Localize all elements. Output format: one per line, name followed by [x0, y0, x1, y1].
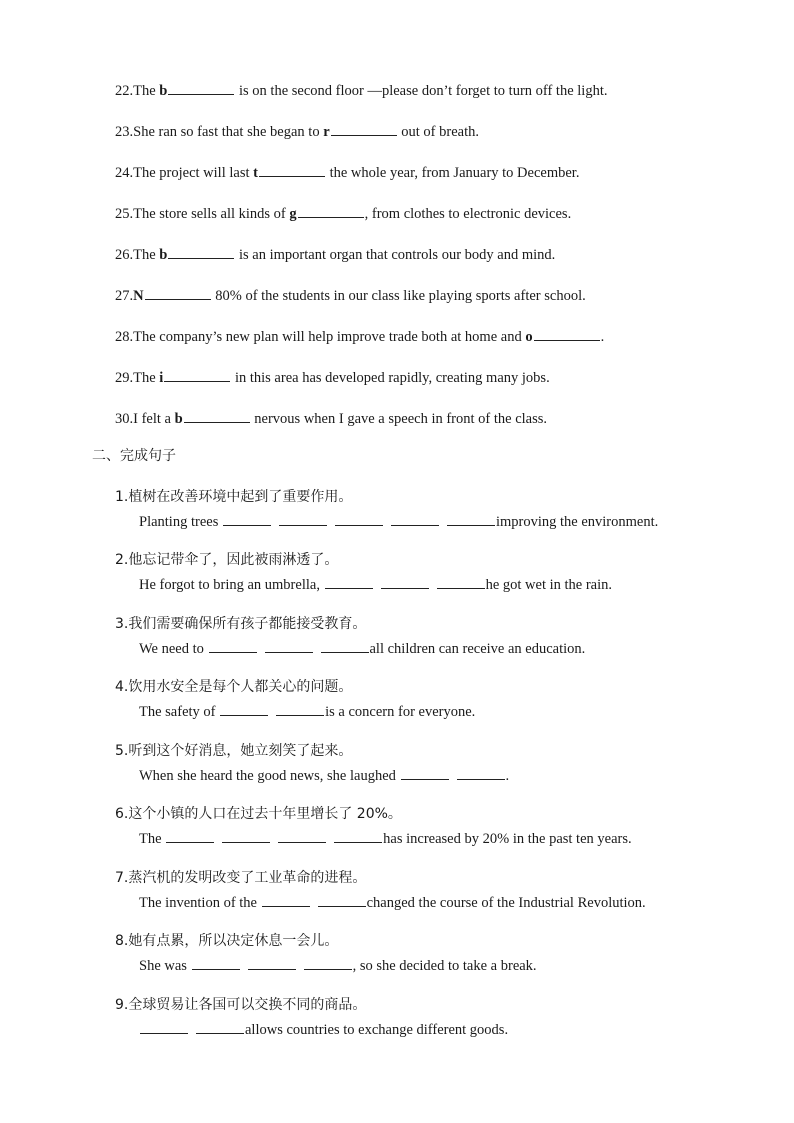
chinese-prompt: 7.蒸汽机的发明改变了工业革命的进程。: [115, 870, 367, 886]
chinese-prompt: 9.全球贸易让各国可以交换不同的商品。: [115, 997, 367, 1013]
answer-blank[interactable]: [457, 767, 505, 780]
item-number: 22.: [115, 83, 134, 99]
english-sentence: [139, 767, 509, 785]
spelling-item: [115, 246, 555, 264]
answer-blank[interactable]: [276, 703, 324, 716]
spelling-item: [115, 328, 604, 346]
item-number: 27.: [115, 288, 134, 304]
answer-blank[interactable]: [381, 576, 429, 589]
initial-letter: t: [253, 165, 258, 181]
answer-blank[interactable]: [184, 410, 250, 423]
sentence-text-before: She was: [139, 958, 191, 974]
item-number: 26.: [115, 247, 134, 263]
item-number: 29.: [115, 370, 134, 386]
answer-blank[interactable]: [209, 640, 257, 653]
answer-blank[interactable]: [248, 957, 296, 970]
item-text-after: in this area has developed rapidly, creating many jobs.: [231, 370, 550, 386]
chinese-prompt: 1.植树在改善环境中起到了重要作用。: [115, 489, 353, 505]
spelling-item: [115, 369, 550, 387]
item-text-after: the whole year, from January to December.: [325, 165, 580, 181]
item-text-after: , from clothes to electronic devices.: [364, 206, 572, 222]
answer-blank[interactable]: [262, 894, 310, 907]
spelling-item: [115, 205, 571, 223]
initial-letter: o: [525, 329, 533, 345]
answer-blank[interactable]: [265, 640, 313, 653]
answer-blank[interactable]: [401, 767, 449, 780]
item-text-before: The: [133, 370, 160, 386]
sentence-text-after: he got wet in the rain.: [485, 577, 613, 593]
sentence-text-before: The: [139, 831, 166, 847]
spelling-item: [115, 287, 586, 305]
spelling-item: [115, 410, 547, 428]
initial-letter: N: [133, 288, 144, 304]
answer-blank[interactable]: [298, 205, 364, 218]
initial-letter: b: [159, 83, 168, 99]
answer-blank[interactable]: [140, 1021, 188, 1034]
item-number: 23.: [115, 124, 134, 140]
chinese-prompt: 6.这个小镇的人口在过去十年里增长了 20%。: [115, 806, 402, 822]
answer-blank[interactable]: [220, 703, 268, 716]
answer-blank[interactable]: [192, 957, 240, 970]
answer-blank[interactable]: [437, 576, 485, 589]
spelling-item: [115, 82, 607, 100]
answer-blank[interactable]: [168, 246, 234, 259]
answer-blank[interactable]: [321, 640, 369, 653]
sentence-text-before: The safety of: [139, 704, 220, 720]
answer-blank[interactable]: [278, 830, 326, 843]
answer-blank[interactable]: [534, 328, 600, 341]
item-text-before: The project will last: [133, 165, 254, 181]
item-number: 25.: [115, 206, 134, 222]
answer-blank[interactable]: [223, 513, 271, 526]
answer-blank[interactable]: [335, 513, 383, 526]
answer-blank[interactable]: [166, 830, 214, 843]
chinese-prompt: 3.我们需要确保所有孩子都能接受教育。: [115, 616, 367, 632]
item-number: 28.: [115, 329, 134, 345]
initial-letter: b: [159, 247, 168, 263]
english-sentence: [139, 894, 646, 912]
english-sentence: [139, 513, 658, 531]
section-heading: 二、完成句子: [92, 448, 176, 464]
answer-blank[interactable]: [222, 830, 270, 843]
sentence-text-before: We need to: [139, 641, 208, 657]
sentence-text-after: has increased by 20% in the past ten years.: [383, 831, 632, 847]
answer-blank[interactable]: [196, 1021, 244, 1034]
answer-blank[interactable]: [331, 123, 397, 136]
item-text-after: nervous when I gave a speech in front of the class.: [250, 411, 548, 427]
english-sentence: [139, 830, 632, 848]
sentence-text-before: The invention of the: [139, 895, 261, 911]
answer-blank[interactable]: [164, 369, 230, 382]
answer-blank[interactable]: [304, 957, 352, 970]
item-text-before: The: [133, 83, 160, 99]
answer-blank[interactable]: [259, 164, 325, 177]
answer-blank[interactable]: [168, 82, 234, 95]
item-text-after: 80% of the students in our class like playing sports after school.: [211, 288, 586, 304]
english-sentence: [139, 1021, 508, 1039]
item-text-after: is on the second floor —please don’t forget to turn off the light.: [235, 83, 608, 99]
english-sentence: [139, 957, 537, 975]
sentence-text-after: improving the environment.: [495, 514, 659, 530]
sentence-text-after: all children can receive an education.: [369, 641, 586, 657]
answer-blank[interactable]: [334, 830, 382, 843]
initial-letter: i: [159, 370, 164, 386]
item-text-before: She ran so fast that she began to: [133, 124, 324, 140]
initial-letter: g: [289, 206, 297, 222]
answer-blank[interactable]: [145, 287, 211, 300]
initial-letter: b: [174, 411, 183, 427]
item-text-before: I felt a: [133, 411, 175, 427]
item-text-before: The: [133, 247, 160, 263]
item-text-before: The company’s new plan will help improve trade both at home and: [133, 329, 526, 345]
chinese-prompt: 4.饮用水安全是每个人都关心的问题。: [115, 679, 353, 695]
initial-letter: r: [323, 124, 330, 140]
english-sentence: [139, 576, 612, 594]
spelling-item: [115, 123, 479, 141]
sentence-text-after: is a concern for everyone.: [325, 704, 476, 720]
sentence-text-after: , so she decided to take a break.: [352, 958, 537, 974]
answer-blank[interactable]: [447, 513, 495, 526]
chinese-prompt: 5.听到这个好消息，她立刻笑了起来。: [115, 743, 353, 759]
item-number: 24.: [115, 165, 134, 181]
chinese-prompt: 8.她有点累，所以决定休息一会儿。: [115, 933, 339, 949]
sentence-text-after: changed the course of the Industrial Revolution.: [366, 895, 646, 911]
item-text-after: .: [600, 329, 605, 345]
sentence-text-after: .: [505, 768, 510, 784]
spelling-item: [115, 164, 579, 182]
item-text-after: is an important organ that controls our body and mind.: [235, 247, 556, 263]
english-sentence: [139, 703, 475, 721]
sentence-text-before: Planting trees: [139, 514, 222, 530]
item-text-after: out of breath.: [397, 124, 479, 140]
answer-blank[interactable]: [325, 576, 373, 589]
item-number: 30.: [115, 411, 134, 427]
chinese-prompt: 2.他忘记带伞了，因此被雨淋透了。: [115, 552, 339, 568]
sentence-text-after: allows countries to exchange different goods.: [245, 1022, 509, 1038]
answer-blank[interactable]: [318, 894, 366, 907]
answer-blank[interactable]: [391, 513, 439, 526]
item-text-before: The store sells all kinds of: [133, 206, 290, 222]
answer-blank[interactable]: [279, 513, 327, 526]
sentence-text-before: He forgot to bring an umbrella,: [139, 577, 324, 593]
sentence-text-before: When she heard the good news, she laughed: [139, 768, 400, 784]
english-sentence: [139, 640, 585, 658]
